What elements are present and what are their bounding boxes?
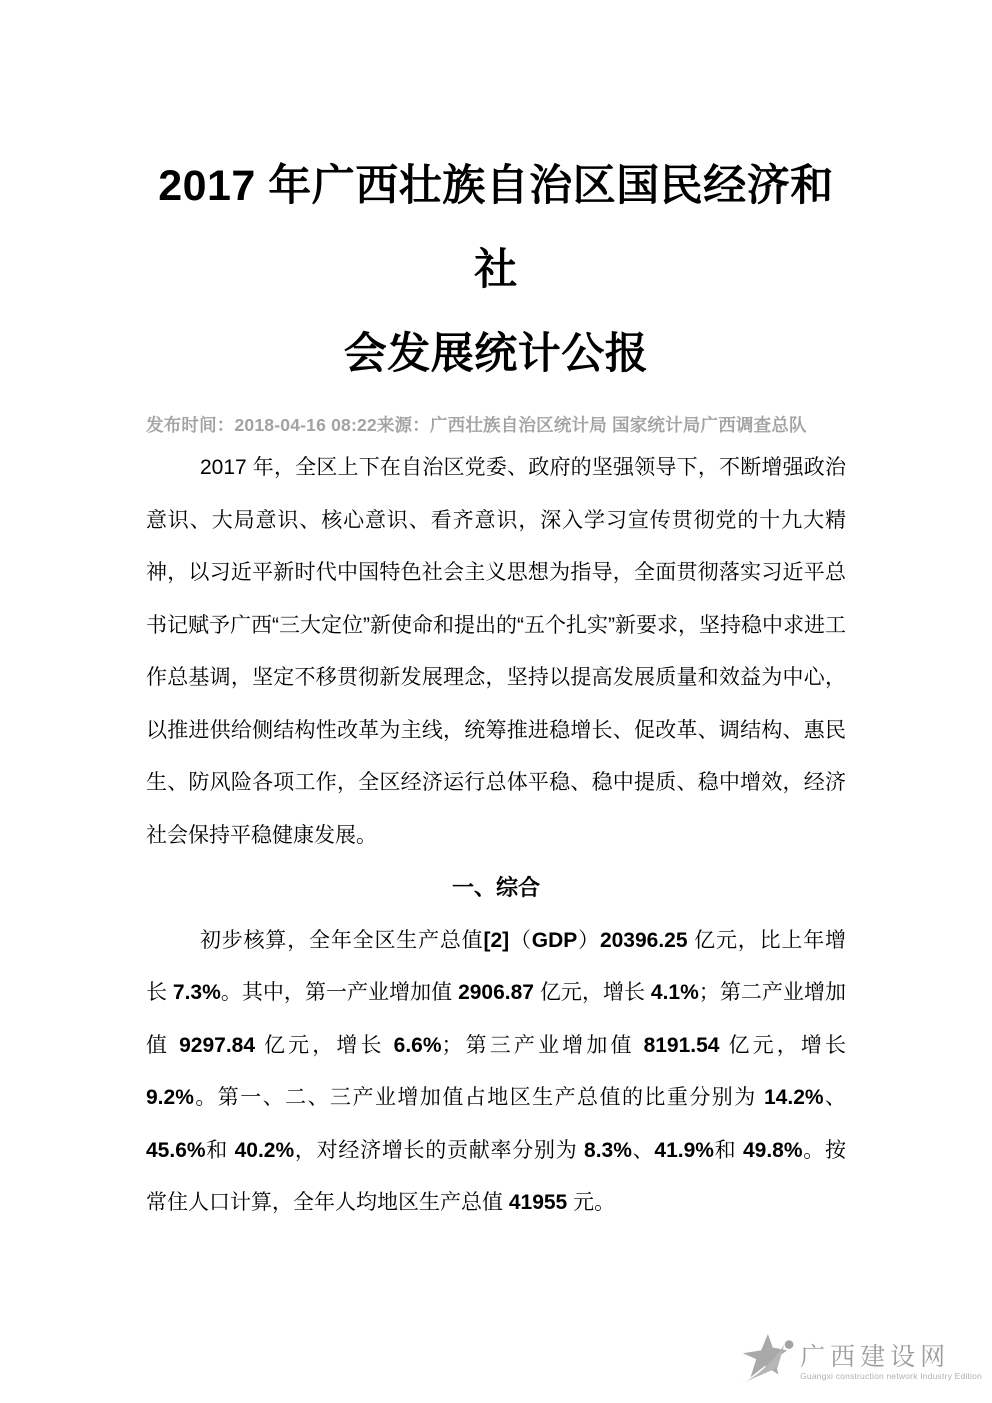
gdp-paragraph: 初步核算，全年全区生产总值[2]（GDP）20396.25 亿元，比上年增长 7.3%。其中，第一产业增加值 2906.87 亿元，增长 4.1%；第二产业增加值 9297.84 亿元，增长 6.6%；第三产业增加值 8191.54 亿元，增长 9.2%。第一、二、三产业增加值占地区生产总值的比重分别为 14.2%、45.6%和 40.2%，对经济增长的贡献率分别为 8.3%、41.9%和 49.8%。按常住人口计算，全年人均地区生产总值 41955 元。 xyxy=(146,928,847,1214)
watermark-text xyxy=(800,1345,982,1382)
document-content xyxy=(146,0,846,1230)
section-heading: 一、综合 xyxy=(451,875,540,900)
intro-paragraph: 2017 年，全区上下在自治区党委、政府的坚强领导下，不断增强政治意识、大局意识、核心意识、看齐意识，深入学习宣传贯彻党的十九大精神，以习近平新时代中国特色社会主义思想为指导，全面贯彻落实习近平总书记赋予广西“三大定位”新使命和提出的“五个扎实”新要求，坚持稳中求进工作总基调，坚定不移贯彻新发展理念，坚持以提高发展质量和效益为中心，以推进供给侧结构性改革为主线，统筹推进稳增长、促改革、调结构、惠民生、防风险各项工作，全区经济运行总体平稳、稳中提质、稳中增效，经济社会保持平稳健康发展。 xyxy=(146,456,846,847)
document-body xyxy=(146,442,846,1230)
watermark-subtitle: Guangxi construction network Industry Edition xyxy=(800,1371,982,1381)
publish-meta: 发布时间：2018-04-16 08:22来源：广西壮族自治区统计局 国家统计局广西调查总队 xyxy=(146,415,807,435)
page-title-line-2: 会发展统计公报 xyxy=(343,330,649,378)
watermark-title: 广西建设网 xyxy=(800,1344,951,1371)
page-title xyxy=(146,0,846,396)
page-title-line-1: 2017 年广西壮族自治区国民经济和社 xyxy=(158,162,834,294)
site-watermark xyxy=(734,1334,982,1393)
star-logo-icon xyxy=(734,1334,794,1393)
